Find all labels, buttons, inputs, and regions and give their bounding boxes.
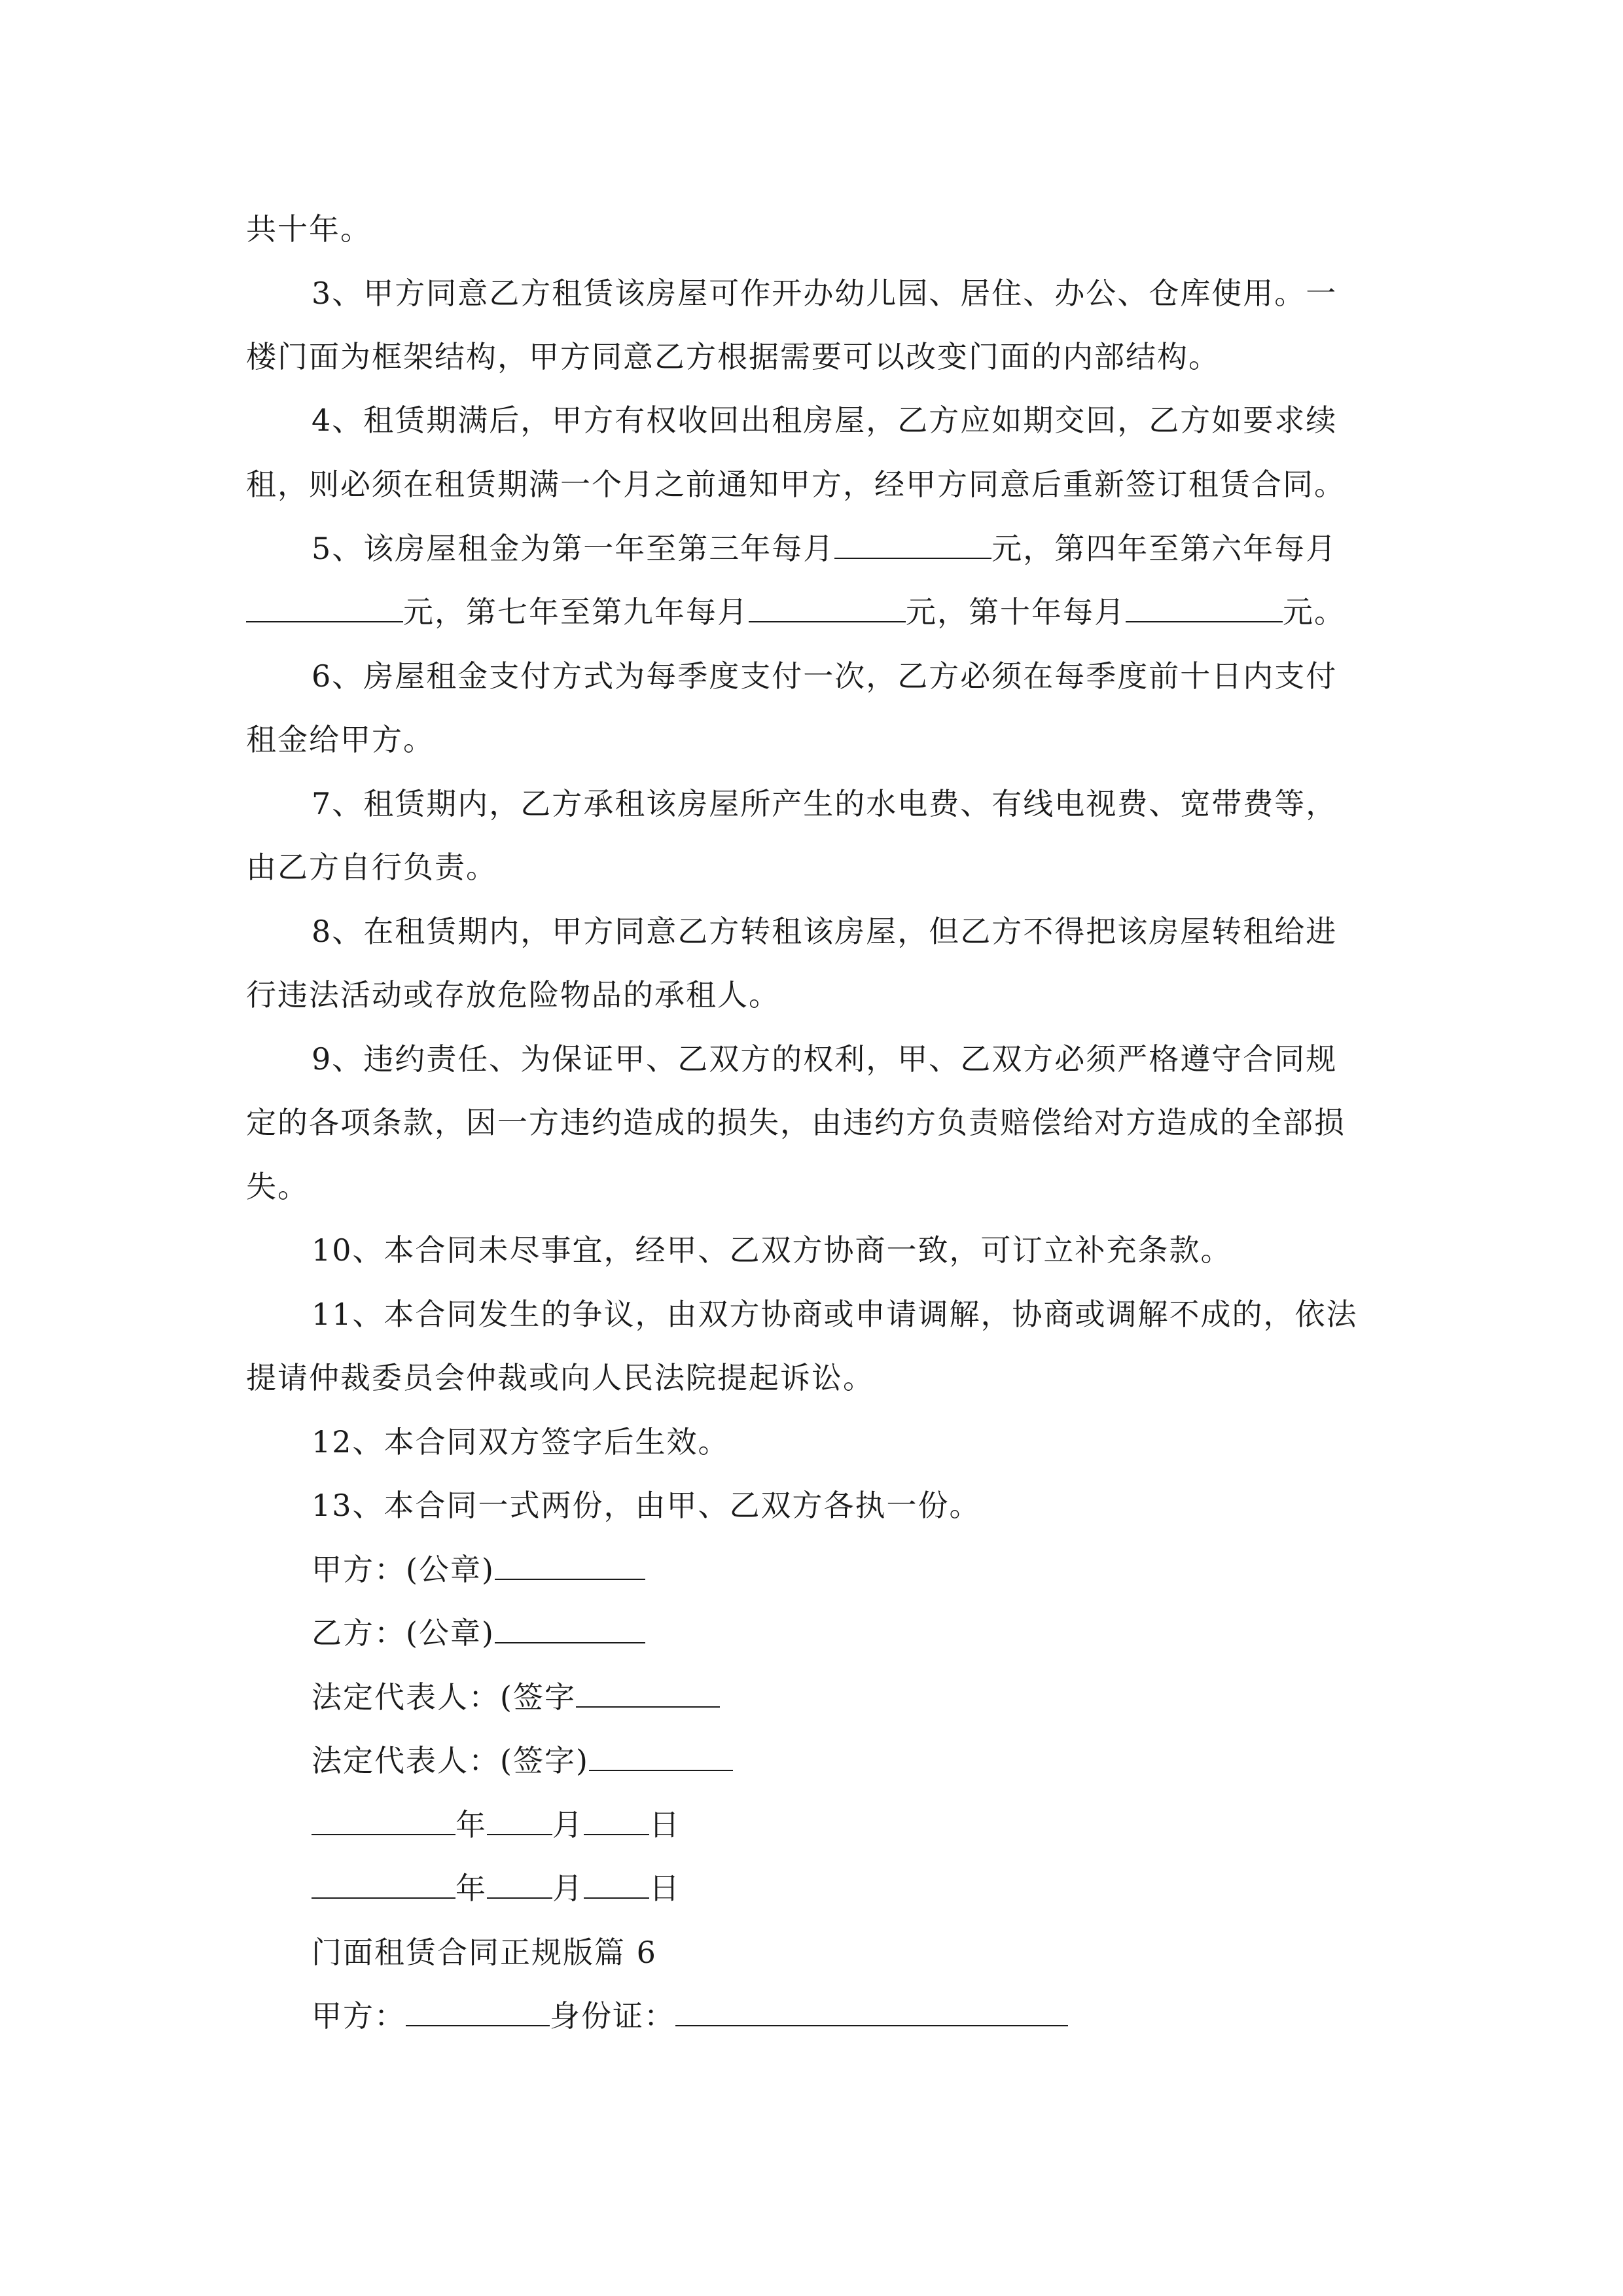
seal-blank[interactable] xyxy=(495,1613,645,1643)
clause-3: 3、甲方同意乙方租赁该房屋可作开办幼儿园、居住、办公、仓库使用。一 xyxy=(312,276,1338,311)
label: 身份证： xyxy=(550,1998,675,2034)
section-title: 门面租赁合同正规版篇 6 xyxy=(312,1935,657,1970)
year-label: 年 xyxy=(455,1807,487,1842)
party-a-seal xyxy=(312,1550,645,1589)
month-label: 月 xyxy=(552,1871,584,1906)
clause-12: 12、本合同双方签字后生效。 xyxy=(312,1424,730,1460)
month-blank[interactable] xyxy=(487,1805,552,1835)
clause-11: 11、本合同发生的争议，由双方协商或申请调解，协商或调解不成的，依法 xyxy=(312,1297,1358,1332)
id-blank[interactable] xyxy=(675,1996,1068,2026)
label: 甲方：(公章) xyxy=(312,1552,495,1587)
text-segment: 元，第四年至第六年每月 xyxy=(991,531,1338,566)
day-blank[interactable] xyxy=(584,1869,649,1899)
text-segment: 元。 xyxy=(1283,594,1346,630)
rent-blank[interactable] xyxy=(749,592,906,622)
day-label: 日 xyxy=(649,1807,681,1842)
legal-rep-2 xyxy=(312,1741,733,1780)
party-a-info xyxy=(312,1996,1068,2036)
clause-9: 9、违约责任、为保证甲、乙双方的权利，甲、乙双方必须严格遵守合同规 xyxy=(312,1041,1338,1077)
clause-7: 7、租赁期内，乙方承租该房屋所产生的水电费、有线电视费、宽带费等， xyxy=(312,786,1338,821)
text-line: 共十年。 xyxy=(246,211,372,247)
clause-6: 6、房屋租金支付方式为每季度支付一次，乙方必须在每季度前十日内支付 xyxy=(312,658,1338,694)
label: 乙方：(公章) xyxy=(312,1615,495,1651)
rent-blank[interactable] xyxy=(834,529,991,559)
text-line: 定的各项条款，因一方违约造成的损失，由违约方负责赔偿给对方造成的全部损 xyxy=(246,1105,1346,1140)
signature-blank[interactable] xyxy=(576,1677,720,1708)
seal-blank[interactable] xyxy=(495,1550,645,1580)
clause-13: 13、本合同一式两份，由甲、乙双方各执一份。 xyxy=(312,1488,981,1523)
label: 法定代表人：(签字) xyxy=(312,1743,589,1778)
rent-blank[interactable] xyxy=(246,592,403,622)
name-blank[interactable] xyxy=(406,1996,550,2026)
label: 法定代表人：(签字 xyxy=(312,1679,576,1715)
party-b-seal xyxy=(312,1613,645,1653)
day-label: 日 xyxy=(649,1871,681,1906)
rent-blank[interactable] xyxy=(1126,592,1283,622)
year-label: 年 xyxy=(455,1871,487,1906)
text-line: 租，则必须在租赁期满一个月之前通知甲方，经甲方同意后重新签订租赁合同。 xyxy=(246,467,1346,502)
text-line xyxy=(246,592,1346,632)
signature-blank[interactable] xyxy=(589,1741,733,1771)
month-label: 月 xyxy=(552,1807,584,1842)
day-blank[interactable] xyxy=(584,1805,649,1835)
date-line-2 xyxy=(312,1869,681,1908)
legal-rep-1 xyxy=(312,1677,720,1717)
year-blank[interactable] xyxy=(312,1805,455,1835)
clause-10: 10、本合同未尽事宜，经甲、乙双方协商一致，可订立补充条款。 xyxy=(312,1232,1232,1268)
text-segment: 元，第十年每月 xyxy=(906,594,1126,630)
text-line: 提请仲裁委员会仲裁或向人民法院提起诉讼。 xyxy=(246,1360,874,1395)
text-line: 行违法活动或存放危险物品的承租人。 xyxy=(246,977,780,1013)
date-line-1 xyxy=(312,1805,681,1844)
clause-4: 4、租赁期满后，甲方有权收回出租房屋，乙方应如期交回，乙方如要求续 xyxy=(312,403,1338,438)
text-line: 失。 xyxy=(246,1169,309,1204)
clause-5 xyxy=(312,529,1337,568)
label: 甲方： xyxy=(312,1998,406,2034)
text-segment: 5、该房屋租金为第一年至第三年每月 xyxy=(312,531,835,566)
clause-8: 8、在租赁期内，甲方同意乙方转租该房屋，但乙方不得把该房屋转租给进 xyxy=(312,914,1338,949)
year-blank[interactable] xyxy=(312,1869,455,1899)
text-segment: 元，第七年至第九年每月 xyxy=(403,594,749,630)
text-line: 楼门面为框架结构，甲方同意乙方根据需要可以改变门面的内部结构。 xyxy=(246,339,1220,374)
month-blank[interactable] xyxy=(487,1869,552,1899)
text-line: 租金给甲方。 xyxy=(246,722,435,757)
text-line: 由乙方自行负责。 xyxy=(246,850,497,885)
